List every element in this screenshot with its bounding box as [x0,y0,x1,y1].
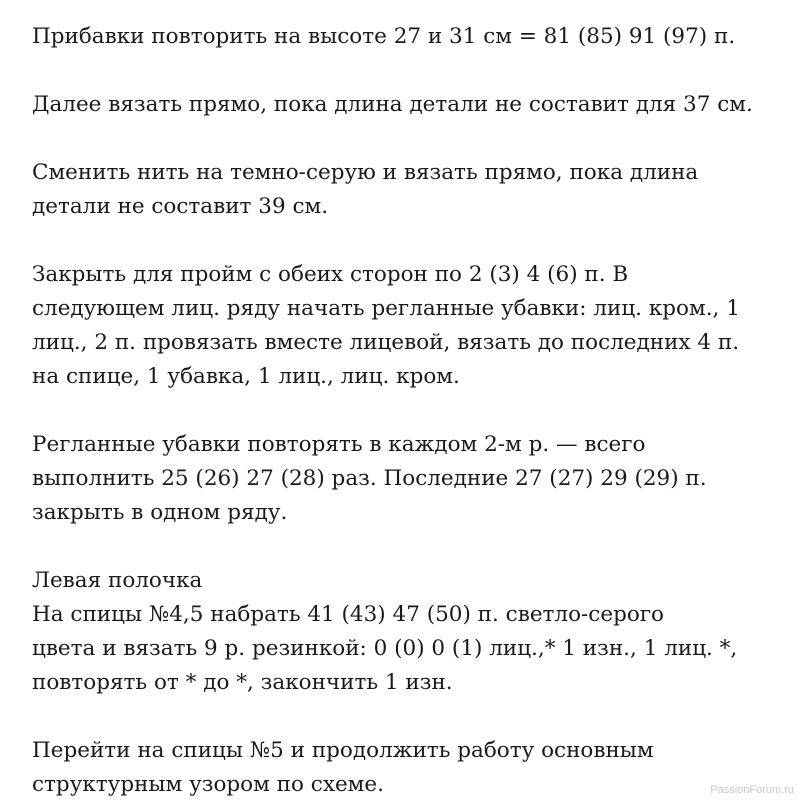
text-line: закрыть в одном ряду. [32,500,288,525]
text-line: лиц., 2 п. провязать вместе лицевой, вязать до последних 4 п. [32,330,740,355]
paragraph-left-front [32,564,770,700]
text-line: следующем лиц. ряду начать регланные убавки: лиц. кром., 1 [32,296,740,321]
text-line: выполнить 25 (26) 27 (28) раз. Последние 27 (27) 29 (29) п. [32,466,707,491]
paragraph-knit-straight [32,88,770,122]
text-line: цвета и вязать 9 р. резинкой: 0 (0) 0 (1) лиц.,* 1 изн., 1 лиц. *, [32,636,738,661]
paragraph-raglan-decreases [32,428,770,530]
text-line: на спице, 1 убавка, 1 лиц., лиц. кром. [32,364,460,389]
paragraph-switch-needles [32,734,770,800]
text-line: детали не составит 39 см. [32,194,329,219]
watermark: PassionForum.ru [710,784,794,796]
text-line: Прибавки повторить на высоте 27 и 31 см = 81 (85) 91 (97) п. [32,24,736,49]
text-line: Сменить нить на темно-серую и вязать прямо, пока длина [32,160,699,185]
paragraph-increases [32,20,770,54]
text-line: Регланные убавки повторять в каждом 2-м р. — всего [32,432,646,457]
section-heading: Левая полочка [32,568,203,593]
paragraph-change-yarn [32,156,770,224]
paragraph-armholes [32,258,770,394]
text-line: Далее вязать прямо, пока длина детали не составит для 37 см. [32,92,753,117]
text-line: повторять от * до *, закончить 1 изн. [32,670,453,695]
text-line: структурным узором по схеме. [32,772,384,797]
text-line: Перейти на спицы №5 и продолжить работу основным [32,738,654,763]
text-line: Закрыть для пройм с обеих сторон по 2 (3) 4 (6) п. В [32,262,629,287]
text-line: На спицы №4,5 набрать 41 (43) 47 (50) п. светло-серого [32,602,664,627]
